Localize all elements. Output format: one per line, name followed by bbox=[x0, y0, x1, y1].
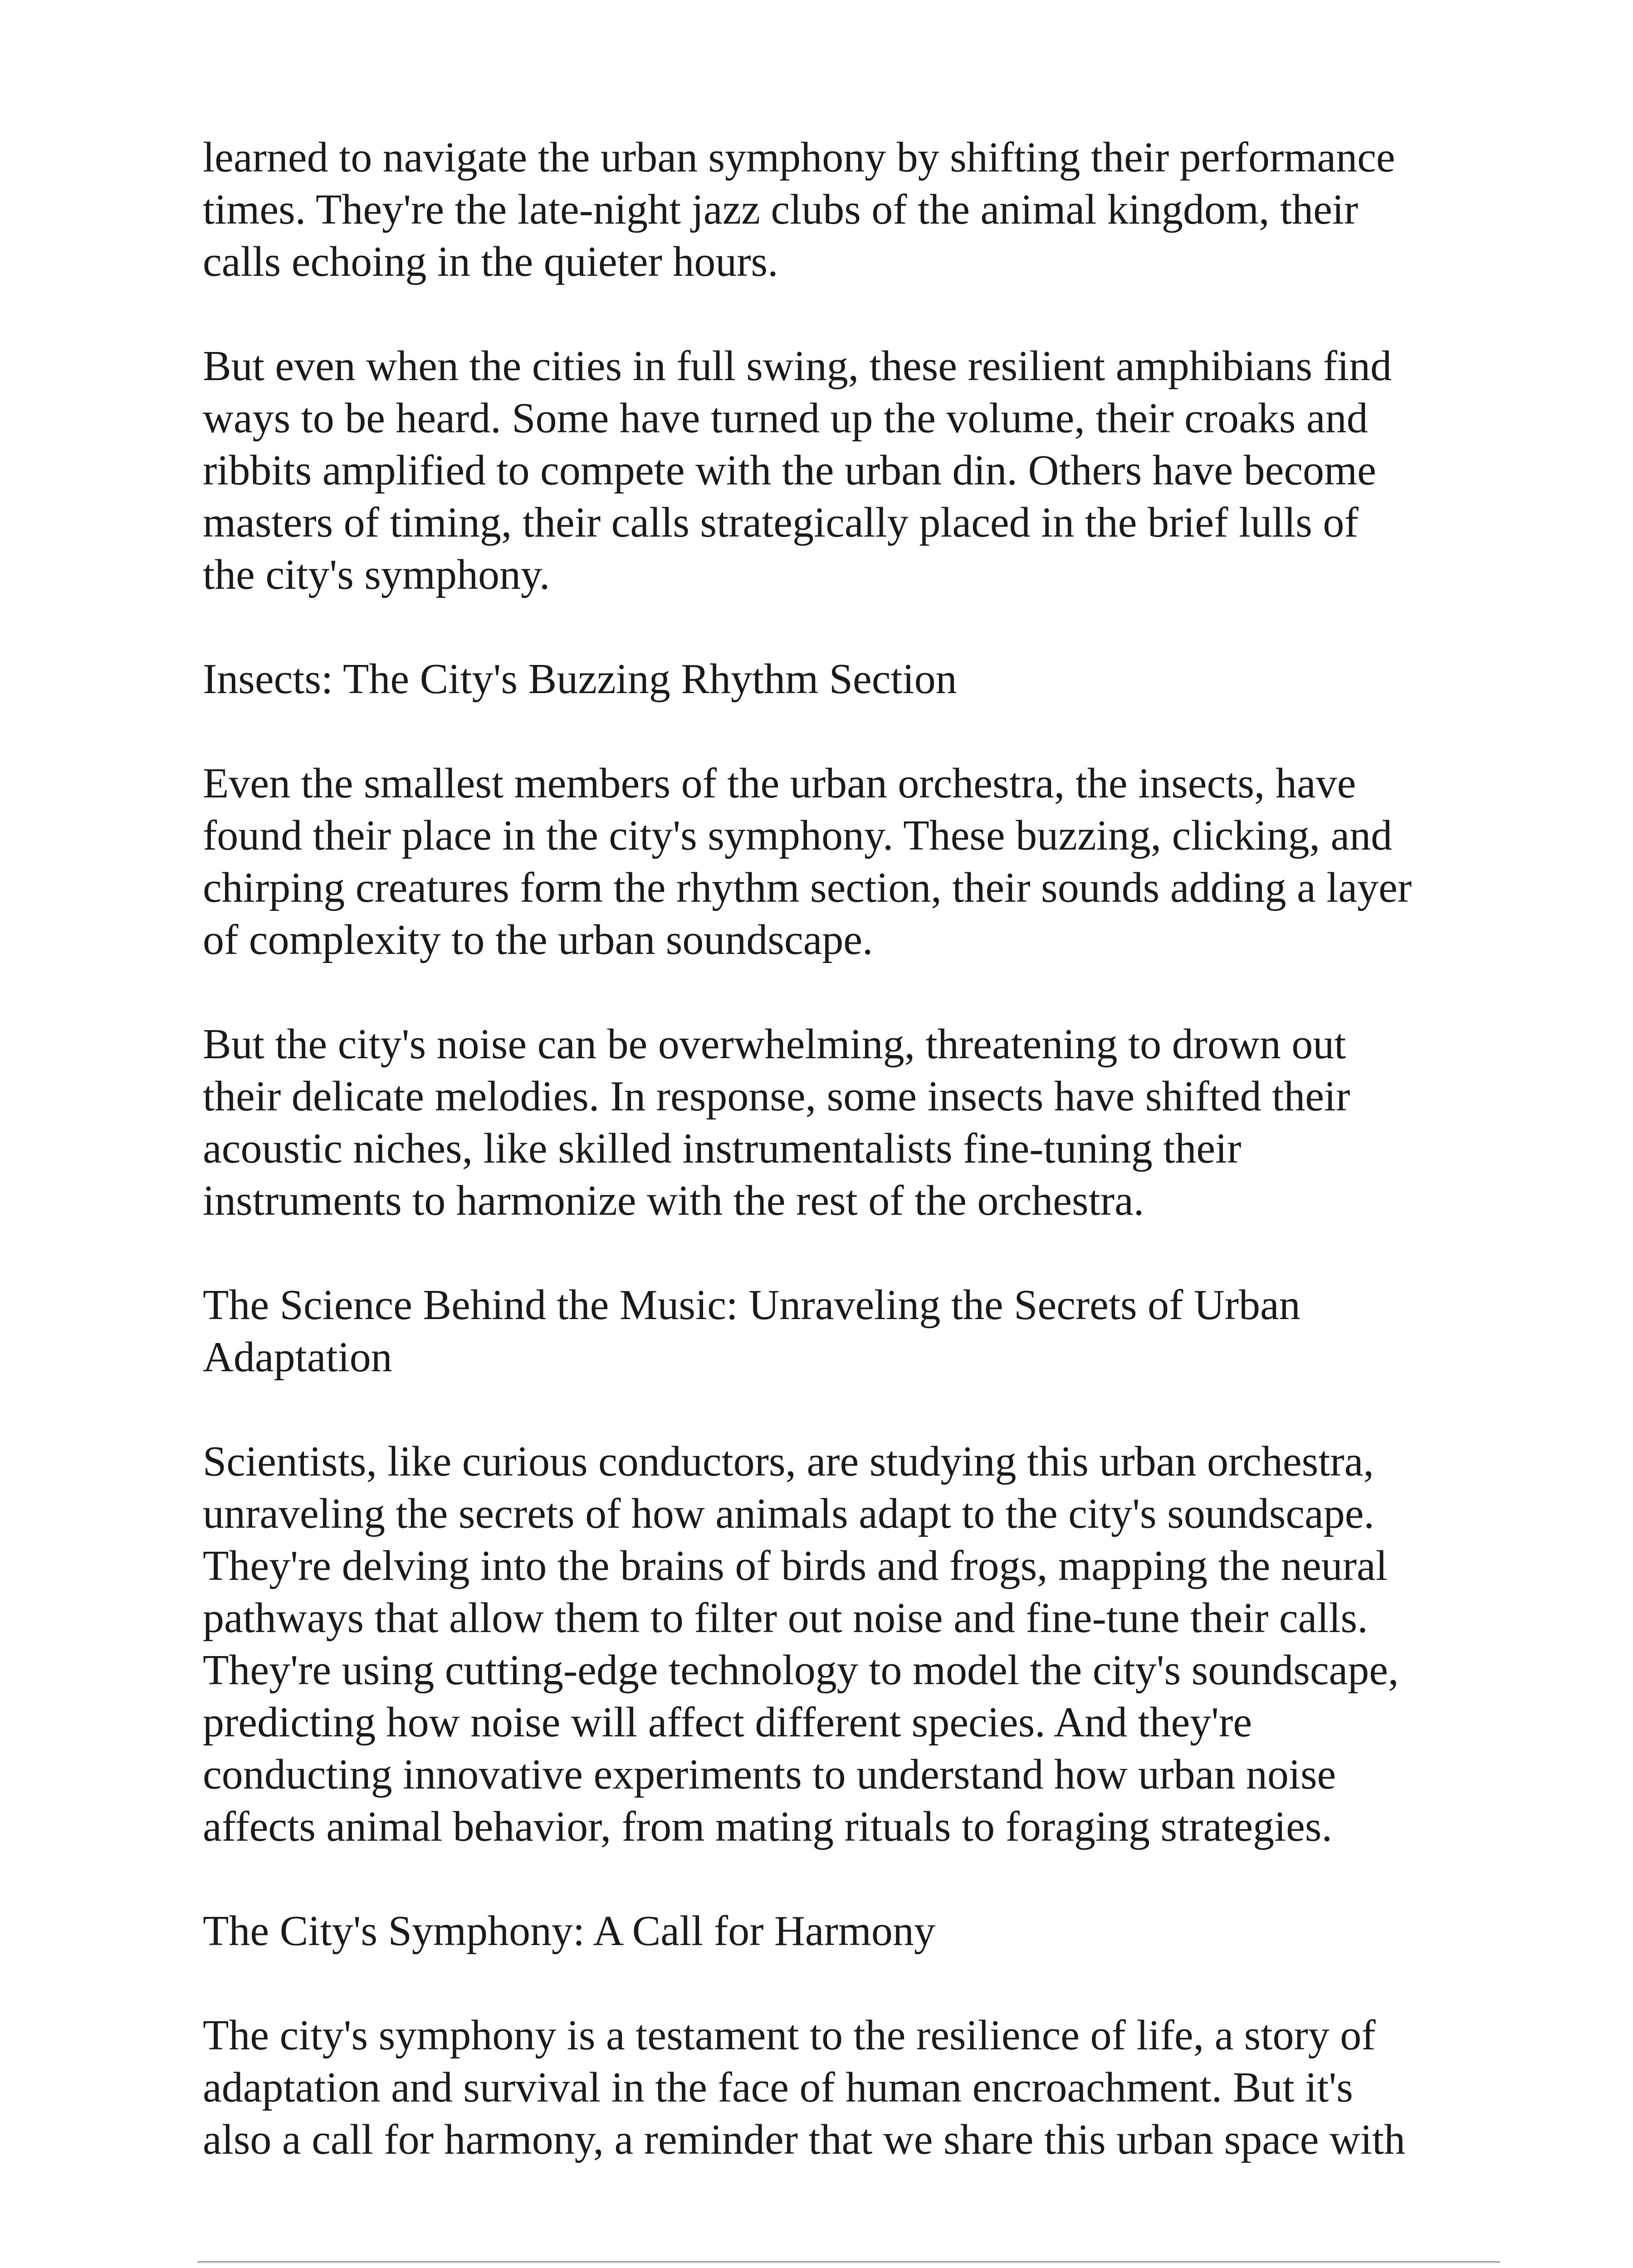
section-heading-harmony: The City's Symphony: A Call for Harmony bbox=[203, 1907, 935, 1955]
paragraph-insects-noise: But the city's noise can be overwhelming, threatening to drown out their delicate melodies. In response, some insects have shifted their acoustic niches, like skilled instrumentalists fine-tuning their instruments to harmonize with the rest of the orchestra. bbox=[203, 1021, 1350, 1224]
paragraph-amphibians: But even when the cities in full swing, these resilient amphibians find ways to be heard. Some have turned up the volume, their croaks and ribbits amplified to compete with the urban din. Others have become masters of timing, their calls strategically placed in the brief lulls of the city's symphony. bbox=[203, 342, 1392, 598]
page-body bbox=[203, 132, 1509, 2218]
paragraph-science: Scientists, like curious conductors, are studying this urban orchestra, unraveling the secrets of how animals adapt to the city's soundscape. They're delving into the brains of birds and frogs, mapping the neural pathways that allow them to filter out noise and fine-tune their calls. They're using cutting-edge technology to model the city's soundscape, predicting how noise will affect different species. And they're conducting innovative experiments to understand how urban noise affects animal behavior, from mating rituals to foraging strategies. bbox=[203, 1438, 1399, 1850]
footer-divider bbox=[197, 2261, 1500, 2263]
paragraph-insects-intro: Even the smallest members of the urban orchestra, the insects, have found their place in the city's symphony. These buzzing, clicking, and chirping creatures form the rhythm section, their sounds adding a layer of complexity to the urban soundscape. bbox=[203, 760, 1412, 963]
paragraph-harmony: The city's symphony is a testament to the resilience of life, a story of adaptation and survival in the face of human encroachment. But it's also a call for harmony, a reminder that we share this urban space with bbox=[203, 2012, 1406, 2163]
section-heading-science: The Science Behind the Music: Unraveling the Secrets of Urban Adaptation bbox=[203, 1281, 1301, 1381]
paragraph-continuation: learned to navigate the urban symphony by shifting their performance times. They're the late-night jazz clubs of the animal kingdom, their calls echoing in the quieter hours. bbox=[203, 134, 1395, 285]
section-heading-insects: Insects: The City's Buzzing Rhythm Section bbox=[203, 655, 957, 703]
